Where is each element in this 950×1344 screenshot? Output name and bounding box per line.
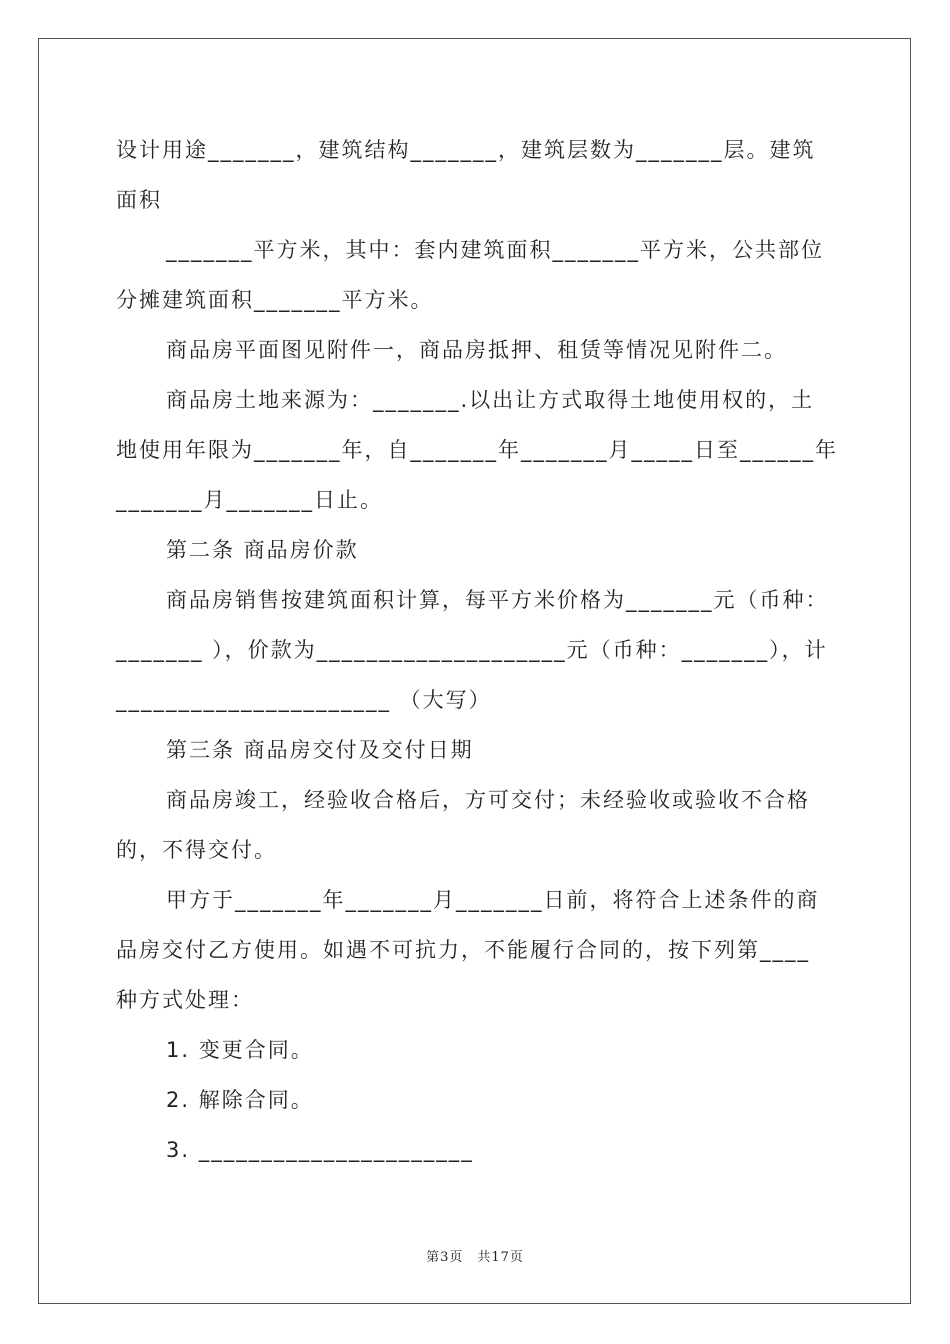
text-line: 商品房土地来源为：_______.以出让方式取得土地使用权的，土: [166, 388, 815, 412]
section-heading: 第二条 商品房价款: [166, 538, 359, 562]
text-line: 商品房平面图见附件一，商品房抵押、租赁等情况见附件二。: [166, 338, 787, 362]
page-number: 第3页 共17页: [426, 1250, 524, 1265]
text-line: _______ ），价款为____________________元（币种：_______），计: [116, 638, 828, 662]
text-line: 分摊建筑面积_______平方米。: [116, 288, 434, 312]
section-heading: 第三条 商品房交付及交付日期: [166, 738, 474, 762]
text-line: 种方式处理：: [116, 988, 254, 1012]
text-line: 商品房竣工，经验收合格后，方可交付；未经验收或验收不合格: [166, 788, 810, 812]
text-line: 甲方于_______年_______月_______日前，将符合上述条件的商: [166, 888, 820, 912]
document-body: [116, 125, 840, 1175]
text-line: ______________________ （大写）: [116, 688, 492, 712]
text-line: 地使用年限为_______年，自_______年_______月_____日至______年: [116, 438, 838, 462]
list-item: 2. 解除合同。: [166, 1088, 314, 1112]
text-line: 品房交付乙方使用。如遇不可抗力，不能履行合同的，按下列第____: [116, 938, 810, 962]
text-line: 商品房销售按建筑面积计算，每平方米价格为_______元（币种：: [166, 588, 829, 612]
text-line: 面积: [116, 188, 162, 212]
text-line: 的，不得交付。: [116, 838, 277, 862]
list-item: 3. ______________________: [166, 1138, 474, 1162]
text-line: 设计用途_______，建筑结构_______，建筑层数为_______层。建筑: [116, 138, 816, 162]
text-line: _______月_______日止。: [116, 488, 383, 512]
list-item: 1. 变更合同。: [166, 1038, 314, 1062]
text-line: _______平方米，其中：套内建筑面积_______平方米，公共部位: [166, 238, 824, 262]
